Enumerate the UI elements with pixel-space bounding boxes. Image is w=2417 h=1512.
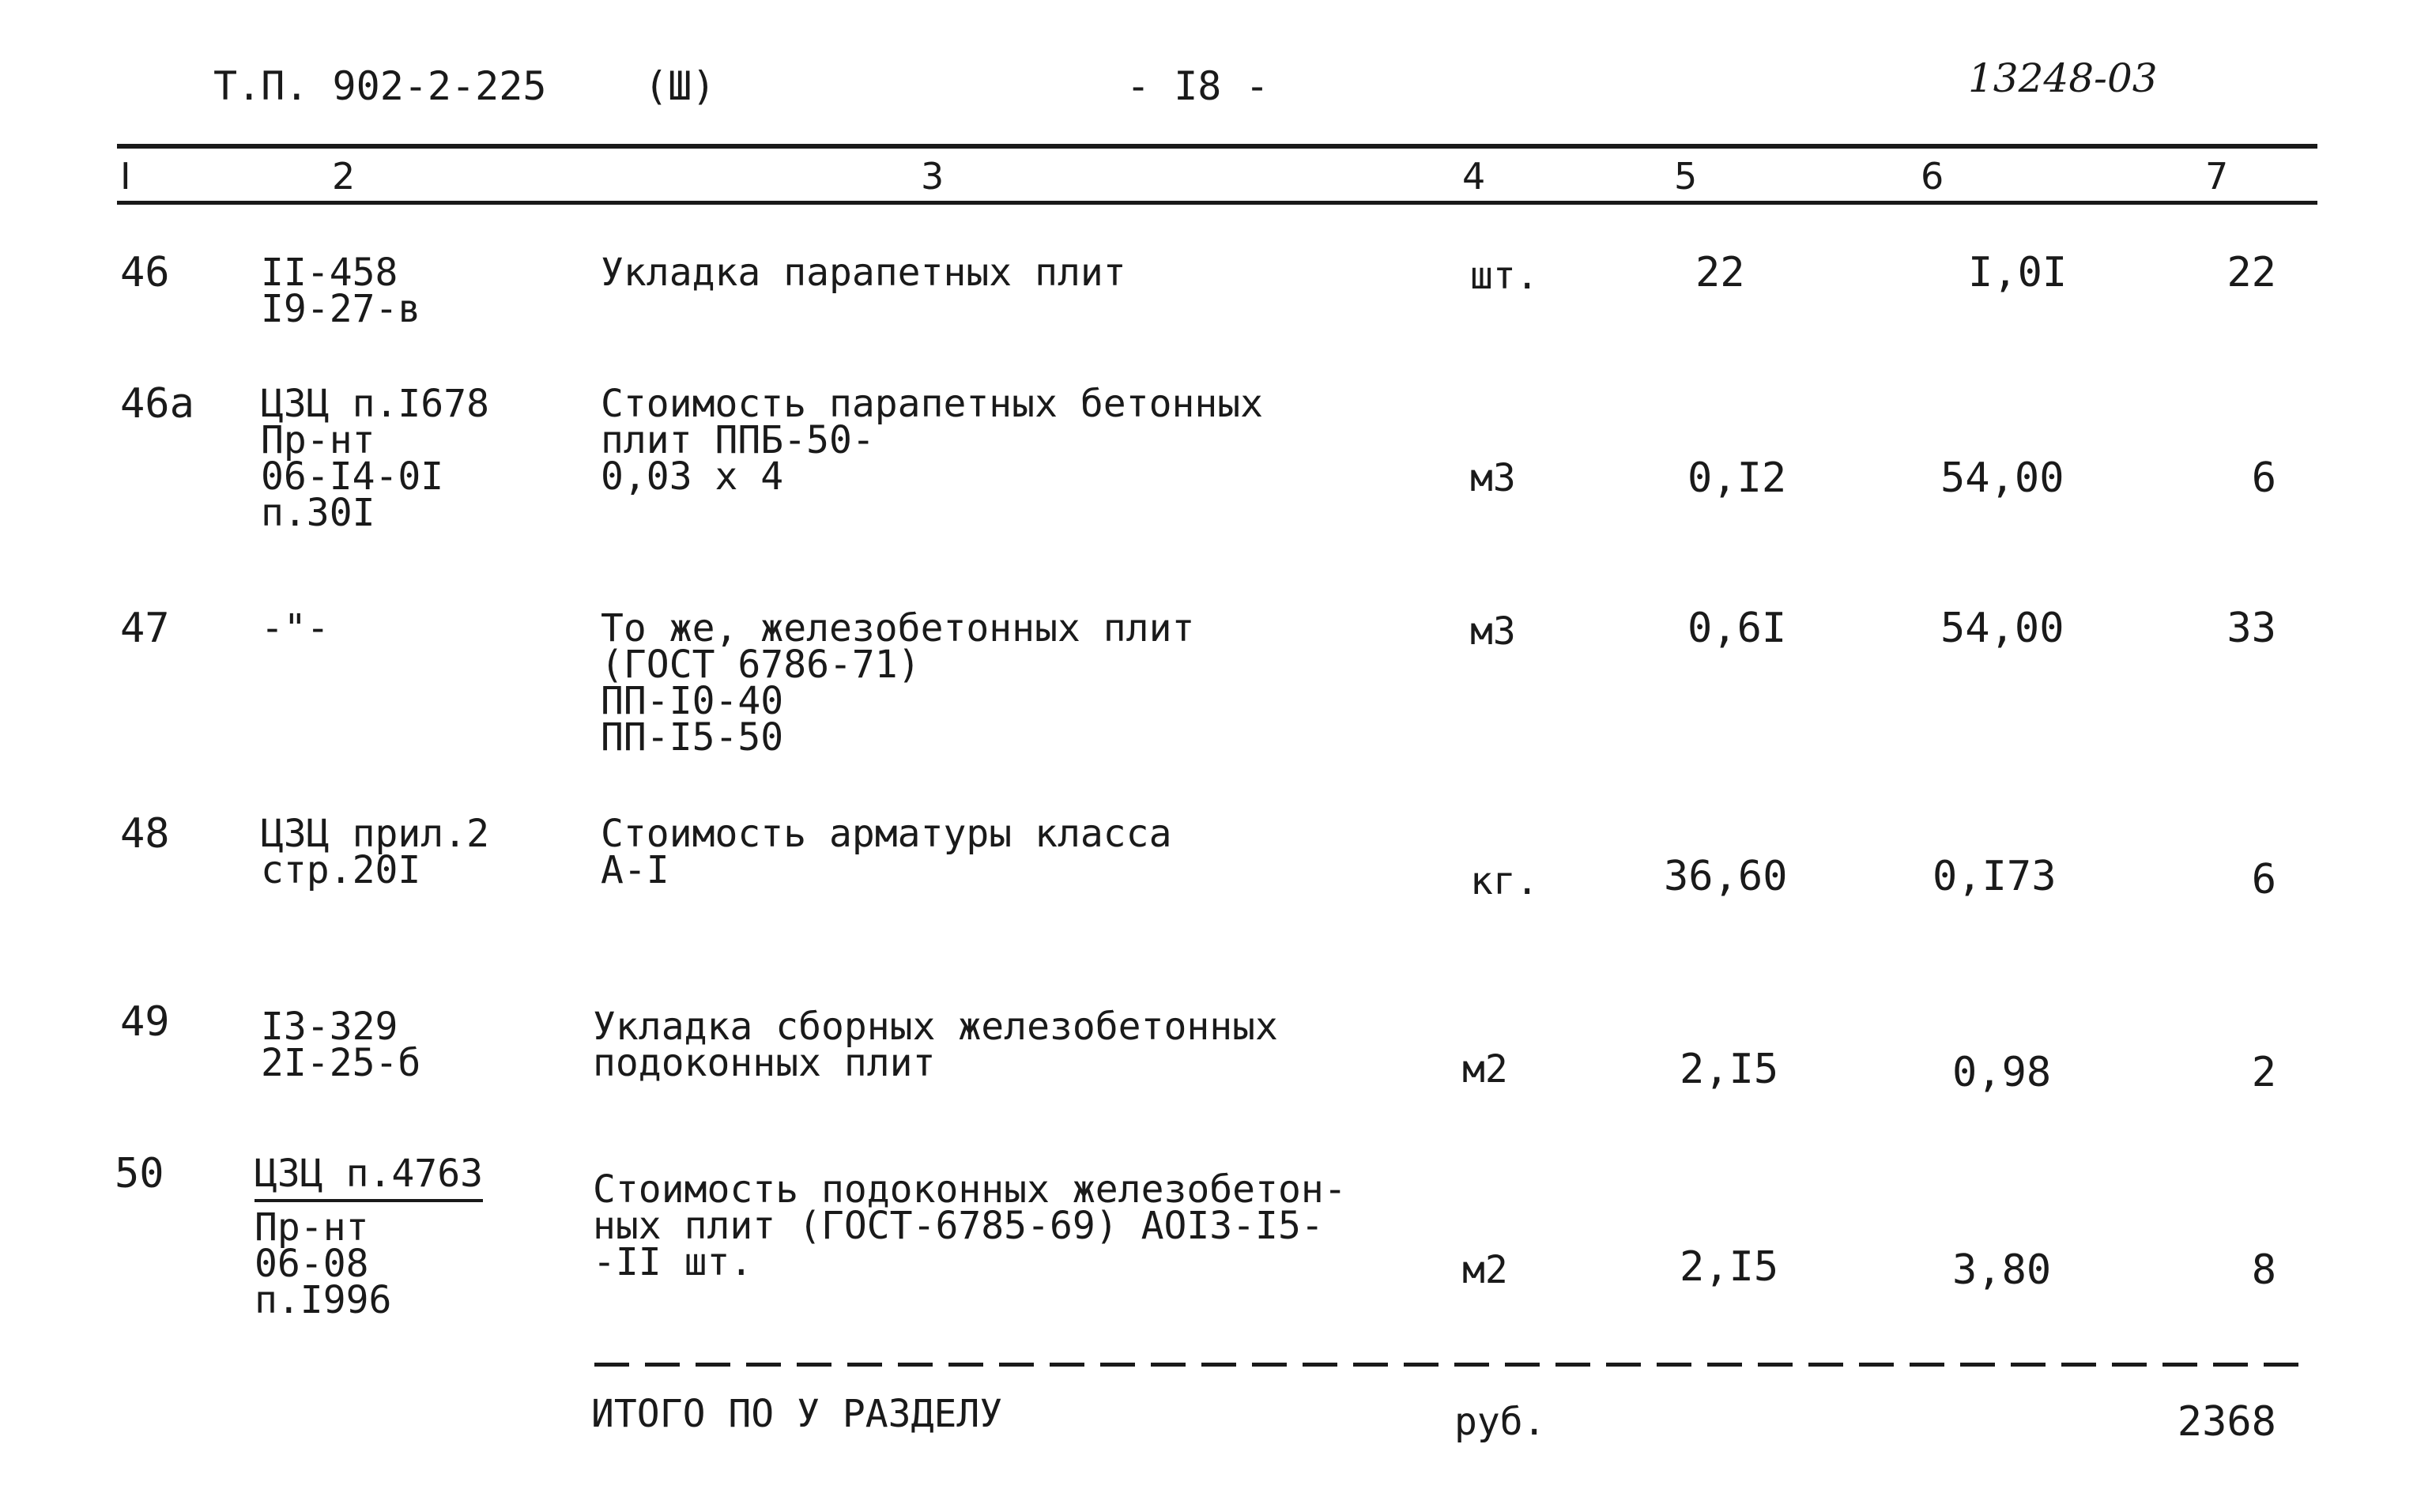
norm-code-line: I3-329 — [261, 1005, 398, 1049]
header-rule — [117, 201, 2317, 205]
unit-price: I,0I — [1968, 249, 2068, 296]
norm-code-line: ЦЗЦ п.4763 — [255, 1152, 483, 1202]
description-line: 0,03 х 4 — [601, 454, 784, 499]
work-description — [601, 812, 1172, 892]
norm-code-line: ЦЗЦ прил.2 — [261, 812, 489, 856]
unit-price: 3,80 — [1952, 1246, 2052, 1294]
description-line: (ГОСТ 6786-71) — [601, 643, 921, 687]
quantity: 0,6I — [1687, 605, 1787, 652]
norm-code-line: стр.20I — [261, 848, 421, 892]
total-cost: 22 — [2227, 249, 2276, 296]
description-line: А-I — [601, 848, 669, 892]
norm-code — [255, 1152, 483, 1322]
unit-price: 0,98 — [1952, 1049, 2052, 1096]
description-line: -II шт. — [593, 1240, 753, 1284]
project-code: Т.П. 902-2-225 — [213, 63, 547, 109]
col-num-3: 3 — [921, 155, 945, 198]
norm-code-line: Пр-нт — [261, 418, 375, 462]
norm-code-line: -"- — [261, 606, 330, 650]
col-num-6: 6 — [1921, 155, 1944, 198]
row-number: 48 — [120, 810, 170, 858]
description-line: ПП-I0-40 — [601, 679, 784, 723]
row-number: 46а — [120, 380, 194, 428]
col-num-1: I — [120, 155, 131, 198]
unit: м3 — [1470, 456, 1516, 500]
part-number: (Ш) — [644, 63, 716, 109]
row-number: 47 — [120, 605, 170, 652]
unit-price: 54,00 — [1940, 605, 2064, 652]
total-cost: 6 — [2251, 856, 2276, 903]
norm-code-line: 06-I4-0I — [261, 454, 444, 499]
unit-price: 54,00 — [1940, 454, 2064, 502]
norm-code — [261, 812, 489, 892]
work-description — [601, 382, 1264, 499]
norm-code-line: ЦЗЦ п.I678 — [261, 382, 489, 426]
quantity: 2,I5 — [1680, 1046, 1779, 1093]
norm-code-line: Пр-нт — [255, 1205, 369, 1250]
norm-code — [261, 251, 421, 331]
quantity: 36,60 — [1664, 853, 1788, 900]
norm-code-line: I9-27-в — [261, 287, 421, 331]
description-line: То же, железобетонных плит — [601, 606, 1195, 650]
unit-price: 0,I73 — [1932, 853, 2057, 900]
norm-code — [261, 606, 330, 650]
unit: шт. — [1470, 254, 1539, 298]
col-num-2: 2 — [332, 155, 356, 198]
total-cost: 8 — [2251, 1246, 2276, 1294]
norm-code — [261, 382, 489, 535]
row-number: 49 — [120, 998, 170, 1046]
archive-number: 13248-03 — [1968, 55, 2158, 101]
description-line: подоконных плит — [593, 1041, 936, 1085]
row-number: 50 — [115, 1150, 164, 1197]
total-cost: 6 — [2251, 454, 2276, 502]
norm-code-line: п.30I — [261, 491, 375, 535]
quantity: 0,I2 — [1687, 454, 1787, 502]
description-line: Укладка парапетных плит — [601, 251, 1126, 295]
work-description — [601, 606, 1195, 760]
norm-code-line: п.I996 — [255, 1278, 392, 1322]
description-line: Укладка сборных железобетонных — [593, 1005, 1278, 1049]
col-num-4: 4 — [1462, 155, 1486, 198]
section-total-label: ИТОГО ПО У РАЗДЕЛУ — [591, 1392, 1003, 1436]
unit: м3 — [1470, 609, 1516, 654]
description-line: Стоимость парапетных бетонных — [601, 382, 1264, 426]
unit: м2 — [1462, 1047, 1508, 1092]
norm-code-line: 2I-25-б — [261, 1041, 421, 1085]
work-description — [601, 251, 1126, 295]
top-rule — [117, 144, 2317, 149]
quantity: 2,I5 — [1680, 1243, 1779, 1291]
page-number: - I8 - — [1126, 63, 1269, 109]
description-line: ных плит (ГОСТ-6785-69) АОI3-I5- — [593, 1204, 1324, 1248]
col-num-7: 7 — [2205, 155, 2229, 198]
total-cost: 2 — [2251, 1049, 2276, 1096]
dashed-separator — [594, 1363, 2302, 1367]
section-total-unit: руб. — [1454, 1400, 1546, 1444]
description-line: Стоимость арматуры класса — [601, 812, 1172, 856]
norm-code — [261, 1005, 421, 1085]
quantity: 22 — [1695, 249, 1745, 296]
col-num-5: 5 — [1674, 155, 1698, 198]
norm-code-line: II-458 — [261, 251, 398, 295]
description-line: ПП-I5-50 — [601, 715, 784, 760]
row-number: 46 — [120, 249, 170, 296]
total-cost: 33 — [2227, 605, 2276, 652]
norm-code-line: 06-08 — [255, 1242, 369, 1286]
unit: м2 — [1462, 1248, 1508, 1292]
section-total-value: 2368 — [2177, 1398, 2276, 1446]
description-line: Стоимость подоконных железобетон- — [593, 1167, 1347, 1212]
work-description — [593, 1167, 1347, 1284]
description-line: плит ППБ-50- — [601, 418, 875, 462]
work-description — [593, 1005, 1278, 1085]
unit: кг. — [1470, 859, 1539, 903]
